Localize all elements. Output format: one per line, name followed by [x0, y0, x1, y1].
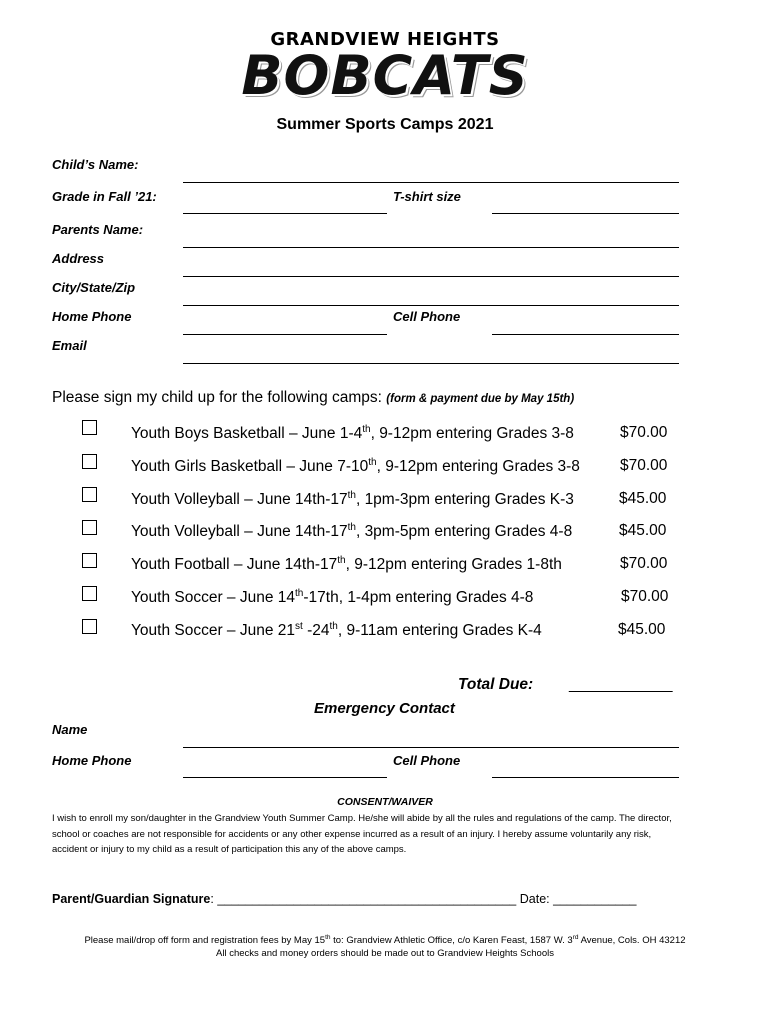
footer-payment-note: All checks and money orders should be made out to Grandview Heights Schools — [216, 948, 554, 959]
home-phone-line[interactable] — [183, 334, 387, 335]
emergency-cell-phone-label: Cell Phone — [393, 753, 461, 768]
camps-intro-note: (form & payment due by May 15th) — [386, 393, 575, 405]
child-name-line[interactable] — [183, 182, 679, 183]
grade-line[interactable] — [183, 213, 387, 214]
cell-phone-label: Cell Phone — [393, 309, 461, 324]
camp-checkbox[interactable] — [82, 454, 97, 469]
address-line[interactable] — [183, 276, 679, 277]
camp-label: Youth Soccer – June 21st -24th, 9-11am entering Grades K-4 — [131, 621, 542, 640]
camp-price: $45.00 — [619, 522, 667, 539]
camp-checkbox[interactable] — [82, 487, 97, 502]
camp-price: $70.00 — [620, 555, 668, 572]
camp-price: $70.00 — [620, 424, 668, 441]
consent-text: I wish to enroll my son/daughter in the Grandview Youth Summer Camp. He/she will abide by all the rules and regulations of the camp. The director, school or coaches are not responsible for accidents or any other expense incurred as a result of an injury. I hereby assume voluntarily any risk, accident or injury to my child as a result of participation this any of the above camps. — [52, 813, 672, 855]
consent-title: CONSENT/WAIVER — [337, 796, 433, 808]
emergency-name-label: Name — [52, 722, 88, 737]
emergency-home-phone-line[interactable] — [183, 777, 387, 778]
logo-top-text: GRANDVIEW HEIGHTS — [270, 29, 500, 50]
camp-checkbox[interactable] — [82, 420, 97, 435]
home-phone-label: Home Phone — [52, 309, 132, 324]
camp-checkbox[interactable] — [82, 619, 97, 634]
signature-line[interactable]: : ___________________________________________ — [210, 892, 517, 906]
camp-label: Youth Girls Basketball – June 7-10th, 9-12pm entering Grades 3-8 — [131, 457, 580, 476]
city-label: City/State/Zip — [52, 280, 136, 295]
camp-checkbox[interactable] — [82, 520, 97, 535]
cell-phone-line[interactable] — [492, 334, 679, 335]
emergency-name-line[interactable] — [183, 747, 679, 748]
parents-name-line[interactable] — [183, 247, 679, 248]
city-line[interactable] — [183, 305, 679, 306]
camp-label: Youth Volleyball – June 14th-17th, 1pm-3pm entering Grades K-3 — [131, 490, 574, 509]
emergency-contact-title: Emergency Contact — [314, 700, 455, 717]
email-line[interactable] — [183, 363, 679, 364]
camp-label: Youth Boys Basketball – June 1-4th, 9-12pm entering Grades 3-8 — [131, 424, 574, 443]
footer-mail-instructions: Please mail/drop off form and registration fees by May 15th to: Grandview Athletic Office, c/o Karen Feast, 1587 W. 3rd Avenue, Cols. OH 43212 — [84, 934, 686, 947]
address-label: Address — [52, 251, 105, 266]
camp-label: Youth Volleyball – June 14th-17th, 3pm-5pm entering Grades 4-8 — [131, 522, 573, 541]
camp-label: Youth Football – June 14th-17th, 9-12pm entering Grades 1-8th — [131, 555, 562, 574]
camp-checkbox[interactable] — [82, 586, 97, 601]
camp-price: $70.00 — [621, 588, 669, 605]
grade-label: Grade in Fall ’21: — [52, 189, 157, 204]
email-label: Email — [52, 338, 87, 353]
tshirt-line[interactable] — [492, 213, 679, 214]
parents-name-label: Parents Name: — [52, 222, 144, 237]
total-due-label: Total Due: — [458, 676, 534, 693]
child-name-label: Child’s Name: — [52, 157, 139, 172]
camp-checkbox[interactable] — [82, 553, 97, 568]
signature-row — [52, 892, 637, 906]
date-field[interactable]: Date: ____________ — [516, 892, 637, 906]
camp-label: Youth Soccer – June 14th-17th, 1-4pm entering Grades 4-8 — [131, 588, 534, 607]
tshirt-label: T-shirt size — [393, 189, 461, 204]
emergency-home-phone-label: Home Phone — [52, 753, 132, 768]
signature-label: Parent/Guardian Signature — [52, 892, 211, 906]
page-title: Summer Sports Camps 2021 — [276, 116, 494, 133]
camp-price: $45.00 — [619, 490, 667, 507]
emergency-cell-phone-line[interactable] — [492, 777, 679, 778]
logo-bobcats: BOBCATS — [241, 44, 529, 107]
camp-price: $70.00 — [620, 457, 668, 474]
camps-intro — [52, 389, 574, 407]
total-due-field[interactable]: ____________ — [569, 676, 673, 693]
camp-price: $45.00 — [618, 621, 666, 638]
camps-intro-text: Please sign my child up for the following camps: — [52, 389, 387, 406]
